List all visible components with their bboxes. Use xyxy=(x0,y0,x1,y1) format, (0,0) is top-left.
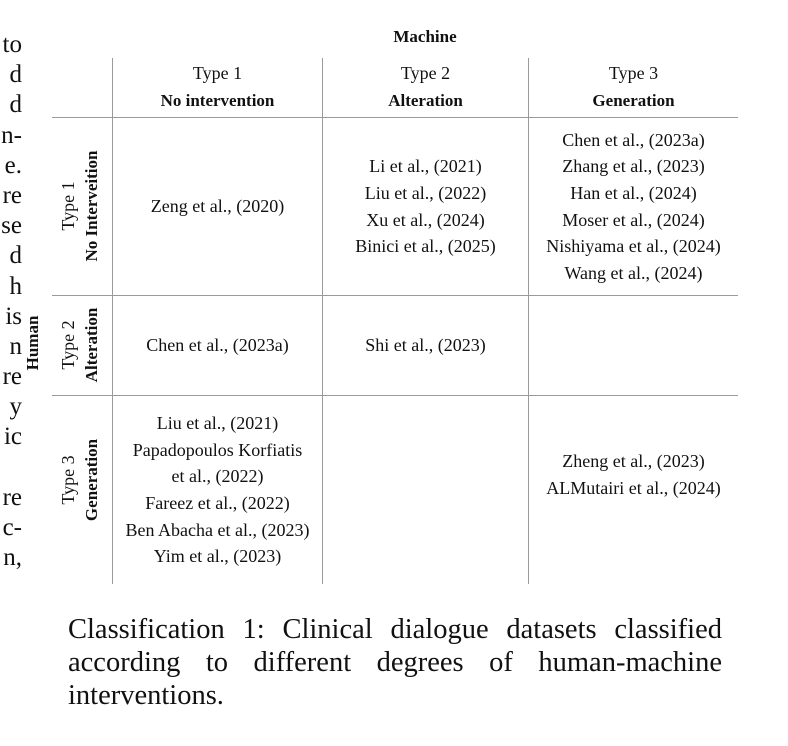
machine-axis-label: Machine xyxy=(393,27,457,46)
citation: Han et al., (2024) xyxy=(570,182,697,203)
row-name: Generation xyxy=(82,438,101,522)
text-fragment: e. xyxy=(4,151,22,179)
column-header-type2 xyxy=(323,60,528,114)
left-column-fragment xyxy=(0,30,22,573)
citation: Papadopoulos Korfiatis xyxy=(132,439,303,460)
human-axis-label: Human xyxy=(23,315,42,371)
table-cell xyxy=(323,296,528,395)
citation: Wang et al., (2024) xyxy=(564,262,703,283)
column-header-type1 xyxy=(113,60,322,114)
row-name: Alteration xyxy=(82,307,101,383)
citation: Zeng et al., (2020) xyxy=(150,196,285,217)
column-type: Type 2 xyxy=(400,63,451,83)
citation: Yim et al., (2023) xyxy=(153,546,282,567)
table-cell xyxy=(113,118,322,295)
row-type: Type 2 xyxy=(58,320,78,370)
table-cell xyxy=(529,396,738,554)
citation: Zhang et al., (2023) xyxy=(562,156,705,177)
citation: ALMutairi et al., (2024) xyxy=(546,478,721,498)
table-cell xyxy=(529,118,738,295)
text-fragment: se xyxy=(1,212,22,240)
table-caption: Classification 1: Clinical dialogue datasets classified according to different degrees of human-machine interventions. xyxy=(68,614,722,711)
citation: Binici et al., (2025) xyxy=(355,236,496,257)
row-name: No Interveition xyxy=(82,150,101,262)
citation: Ben Abacha et al., (2023) xyxy=(125,519,310,540)
table-cell xyxy=(113,396,322,584)
text-fragment: d xyxy=(9,91,22,119)
text-fragment: n- xyxy=(1,121,22,149)
citation: Liu et al., (2021) xyxy=(156,413,279,434)
column-name: Generation xyxy=(592,91,675,110)
table-cell xyxy=(323,118,528,295)
citation: Chen et al., (2023a) xyxy=(146,335,289,356)
text-fragment: n xyxy=(9,332,22,360)
citation: Chen et al., (2023a) xyxy=(562,129,705,150)
text-fragment: re xyxy=(2,181,22,209)
text-fragment: re xyxy=(2,483,22,511)
column-name: No intervention xyxy=(160,91,275,110)
text-fragment: is xyxy=(5,302,22,330)
column-header-type3 xyxy=(529,60,738,114)
row-type: Type 1 xyxy=(58,181,78,231)
text-fragment-gap xyxy=(0,453,22,483)
text-fragment: to xyxy=(2,31,22,58)
text-fragment: n, xyxy=(3,544,22,572)
table-cell xyxy=(113,296,322,395)
column-type: Type 1 xyxy=(192,63,243,83)
table-cell-empty xyxy=(323,396,528,584)
citation: Zheng et al., (2023) xyxy=(562,451,705,472)
citation: Li et al., (2021) xyxy=(369,156,482,177)
citation: Fareez et al., (2022) xyxy=(145,493,290,513)
text-fragment: ic xyxy=(3,423,22,451)
text-fragment: y xyxy=(9,393,22,421)
text-fragment: d xyxy=(9,242,22,270)
column-type: Type 3 xyxy=(608,63,659,83)
citation: Moser et al., (2024) xyxy=(562,209,705,230)
table-cell-empty xyxy=(529,296,738,395)
text-fragment: d xyxy=(9,61,22,89)
citation: et al., (2022) xyxy=(171,466,264,487)
row-header-type3 xyxy=(57,370,103,590)
text-fragment: c- xyxy=(2,514,22,541)
row-type: Type 3 xyxy=(58,455,78,505)
citation: Xu et al., (2024) xyxy=(366,209,485,230)
citation: Liu et al., (2022) xyxy=(364,182,487,203)
column-name: Alteration xyxy=(388,91,463,110)
text-fragment: re xyxy=(2,363,22,391)
text-fragment: h xyxy=(9,272,22,300)
citation: Nishiyama et al., (2024) xyxy=(546,236,721,257)
citation: Shi et al., (2023) xyxy=(365,335,486,356)
